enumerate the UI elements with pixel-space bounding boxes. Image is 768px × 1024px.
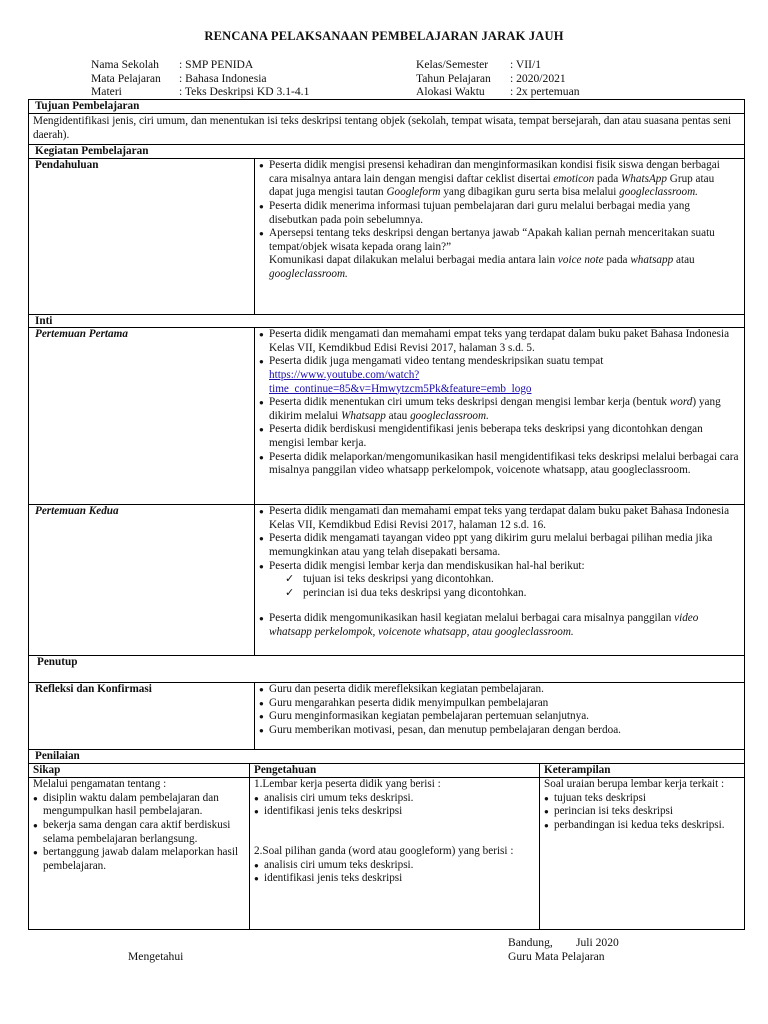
footer-mengetahui: Mengetahui: [128, 950, 184, 963]
meta-mapel: [91, 72, 309, 86]
keterampilan-bullet-3: ● perbandingan isi kedua teks deskripsi.: [544, 819, 740, 833]
meta-mapel-value: : Bahasa Indonesia: [179, 71, 267, 85]
refleksi-content: [255, 683, 744, 749]
pertemuan-pertama-row: [29, 328, 744, 505]
sikap-content: [29, 778, 250, 929]
keterampilan-bullet-1: ● tujuan teks deskripsi: [544, 792, 740, 806]
text: atau: [385, 409, 411, 422]
sikap-intro: Melalui pengamatan tentang :: [33, 778, 167, 791]
keterampilan-content: [540, 778, 744, 929]
refleksi-bullet-3: ● Guru menginformasikan kegiatan pembelajaran pertemuan selanjutnya.: [259, 710, 740, 724]
refleksi-row: [29, 683, 744, 750]
inti-header: Inti: [29, 315, 744, 328]
pengetahuan-header: Pengetahuan: [250, 764, 540, 777]
meta-materi-value: : Teks Deskripsi KD 3.1-4.1: [179, 85, 310, 99]
footer-guru: Guru Mata Pelajaran: [508, 950, 605, 963]
text: ) yang dikirim melalui: [269, 396, 721, 422]
rpp-table: [28, 99, 745, 930]
refleksi-bullet-1: ● Guru dan peserta didik merefleksikan kegiatan pembelajaran.: [259, 683, 740, 697]
meta-mapel-label: Mata Pelajaran: [91, 71, 161, 85]
pendahuluan-label: Pendahuluan: [29, 159, 255, 314]
text: word: [669, 396, 693, 409]
refleksi-bullet-2: ● Guru mengarahkan peserta didik menyimpulkan pembelajaran: [259, 697, 740, 711]
meta-tahun: [416, 72, 580, 86]
keterampilan-intro: Soal uraian berupa lembar kerja terkait :: [544, 778, 725, 791]
text: googleclassroom.: [269, 267, 348, 280]
text: Peserta didik menentukan ciri umum teks deskripsi dengan mengisi lembar kerja (bentuk: [269, 396, 670, 409]
pertemuan-pertama-content: [255, 328, 744, 504]
p1-bullet-4: ● Peserta didik berdiskusi mengidentifikasi jenis beberapa teks deskripsi yang dicontohkan dengan mengisi lembar kerja.: [259, 423, 740, 450]
youtube-link-line-1[interactable]: https://www.youtube.com/watch?: [269, 368, 420, 381]
pengetahuan-2-bullet-2: ● identifikasi jenis teks deskripsi: [254, 872, 535, 886]
meta-alokasi: [416, 85, 580, 99]
text: Peserta didik mengomunikasikan hasil kegiatan melalui berbagai cara misalnya panggilan: [269, 612, 675, 625]
text: googleclassroom.: [410, 409, 489, 422]
text: Peserta didik juga mengamati video tentang mendeskripsikan suatu tempat: [269, 355, 604, 368]
meta-sekolah-label: Nama Sekolah: [91, 58, 159, 71]
footer-place-date: Bandung, Juli 2020: [508, 936, 619, 949]
refleksi-bullet-4: ● Guru memberikan motivasi, pesan, dan menutup pembelajaran dengan berdoa.: [259, 724, 740, 738]
pertemuan-kedua-label: Pertemuan Kedua: [29, 505, 255, 655]
pendahuluan-bullet-3: [259, 227, 740, 281]
p1-bullet-2: [259, 355, 740, 396]
tujuan-header: Tujuan Pembelajaran: [29, 100, 744, 114]
meta-right: [416, 58, 580, 99]
p2-check-1: ✓ tujuan isi teks deskripsi yang dicontohkan.: [285, 573, 740, 587]
text: whatsapp: [630, 254, 674, 267]
pengetahuan-2-bullet-1: ● analisis ciri umum teks deskripsi.: [254, 859, 535, 873]
meta-kelas-label: Kelas/Semester: [416, 58, 489, 71]
p1-bullet-3: [259, 396, 740, 423]
youtube-link[interactable]: [269, 369, 532, 395]
meta-alokasi-value: : 2x pertemuan: [510, 85, 580, 99]
sikap-bullet-3: ● bertanggung jawab dalam melaporkan hasil pembelajaran.: [33, 846, 245, 873]
pendahuluan-bullet-1: [259, 159, 740, 200]
text: Apersepsi tentang teks deskripsi dengan bertanya jawab “Apakah kalian pernah menceritakan suatu tempat/objek wisata kepada orang lain?”: [269, 227, 715, 253]
pengetahuan-item-2: 2.Soal pilihan ganda (word atau googleform) yang berisi :: [254, 844, 514, 857]
text: Googleform: [386, 186, 441, 199]
text: Whatsapp: [341, 409, 386, 422]
meta-sekolah-value: : SMP PENIDA: [179, 58, 254, 71]
p2-bullet-3: ● Peserta didik mengisi lembar kerja dan mendiskusikan hal-hal berikut:: [259, 560, 740, 574]
text: Komunikasi dapat dilakukan melalui berbagai media antara lain: [269, 254, 558, 267]
p1-bullet-1: ● Peserta didik mengamati dan memahami empat teks yang terdapat dalam buku paket Bahasa Indonesia Kelas VII, Kemdikbud Edisi Revisi 2017, halaman 3 s.d. 5.: [259, 328, 740, 355]
pengetahuan-item-1: 1.Lembar kerja peserta didik yang berisi :: [254, 778, 441, 791]
text: pada: [594, 172, 621, 185]
pertemuan-pertama-label: Pertemuan Pertama: [29, 328, 255, 504]
text: yang dibagikan guru serta bisa melalui: [440, 186, 620, 199]
text: WhatsApp: [620, 172, 667, 185]
pendahuluan-bullet-2: ● Peserta didik menerima informasi tujuan pembelajaran dari guru melalui berbagai media yang disebutkan pada poin sebelumnya.: [259, 200, 740, 227]
meta-tahun-label: Tahun Pelajaran: [416, 71, 491, 85]
keterampilan-bullet-2: ● perincian isi teks deskripsi: [544, 805, 740, 819]
p1-bullet-5: ● Peserta didik melaporkan/mengomunikasikan hasil mengidentifikasi teks deskripsi melalui berbagai cara misalnya panggilan video whatsapp perkelompok, voicenote whatsapp, atau googleclassroom.: [259, 451, 740, 478]
pertemuan-kedua-row: [29, 505, 744, 656]
kegiatan-header: Kegiatan Pembelajaran: [29, 145, 744, 159]
p2-bullet-4: [259, 612, 740, 639]
sikap-bullet-1: ● disiplin waktu dalam pembelajaran dan mengumpulkan hasil pembelajaran.: [33, 792, 245, 819]
text: Grup atau dapat juga mengisi tautan: [269, 172, 715, 199]
meta-kelas-value: : VII/1: [510, 58, 542, 71]
penilaian-col-headers: [29, 764, 744, 778]
meta-kelas: [416, 58, 580, 72]
pengetahuan-1-bullet-2: ● identifikasi jenis teks deskripsi: [254, 805, 535, 819]
text: atau: [673, 254, 695, 267]
text: pada: [603, 254, 631, 267]
meta-materi-label: Materi: [91, 85, 122, 99]
refleksi-label: Refleksi dan Konfirmasi: [29, 683, 255, 749]
pendahuluan-row: [29, 159, 744, 315]
document-title: RENCANA PELAKSANAAN PEMBELAJARAN JARAK JAUH: [204, 29, 564, 43]
meta-tahun-value: : 2020/2021: [510, 71, 566, 85]
penilaian-header: Penilaian: [29, 750, 744, 764]
penilaian-content: [29, 778, 744, 929]
meta-sekolah: [91, 58, 309, 72]
pengetahuan-content: [250, 778, 540, 929]
text: googleclassroom.: [619, 186, 698, 199]
meta-alokasi-label: Alokasi Waktu: [416, 85, 485, 99]
meta-materi: [91, 85, 309, 99]
p2-bullet-2: ● Peserta didik mengamati tayangan video ppt yang dikirim guru melalui berbagai pilihan media jika memungkinkan atau yang telah disepakati bersama.: [259, 532, 740, 559]
p2-check-2: ✓ perincian isi dua teks deskripsi yang dicontohkan.: [285, 587, 740, 601]
pertemuan-kedua-content: [255, 505, 744, 655]
keterampilan-header: Keterampilan: [544, 764, 611, 777]
text: video whatsapp perkelompok, voicenote whatsapp, atau googleclassroom.: [269, 612, 699, 638]
text: Peserta didik mengisi presensi kehadiran dan menginformasikan kondisi fisik siswa dengan berbagai cara misalnya antara lain dengan mengisi daftar ceklist disertai: [269, 159, 720, 185]
text: emoticon: [553, 172, 595, 185]
penutup-header: Penutup: [29, 656, 744, 683]
p2-bullet-1: ● Peserta didik mengamati dan memahami empat teks yang terdapat dalam buku paket Bahasa Indonesia Kelas VII, Kemdikbud Edisi Revisi 2017, halaman 12 s.d. 16.: [259, 505, 740, 532]
tujuan-text: Mengidentifikasi jenis, ciri umum, dan menentukan isi teks deskripsi tentang objek (sekolah, tempat wisata, tempat bersejarah, dan atau suasana pentas seni daerah).: [29, 114, 744, 145]
text: voice note: [557, 254, 604, 267]
youtube-link-line-2[interactable]: time_continue=85&v=Hmwytzcm5Pk&feature=emb_logo: [269, 382, 532, 395]
sikap-bullet-2: ● bekerja sama dengan cara aktif berdiskusi selama pembelajaran berlangsung.: [33, 819, 245, 846]
pengetahuan-1-bullet-1: ● analisis ciri umum teks deskripsi.: [254, 792, 535, 806]
sikap-header: Sikap: [29, 764, 250, 777]
pendahuluan-content: [255, 159, 744, 314]
meta-left: [91, 58, 309, 99]
